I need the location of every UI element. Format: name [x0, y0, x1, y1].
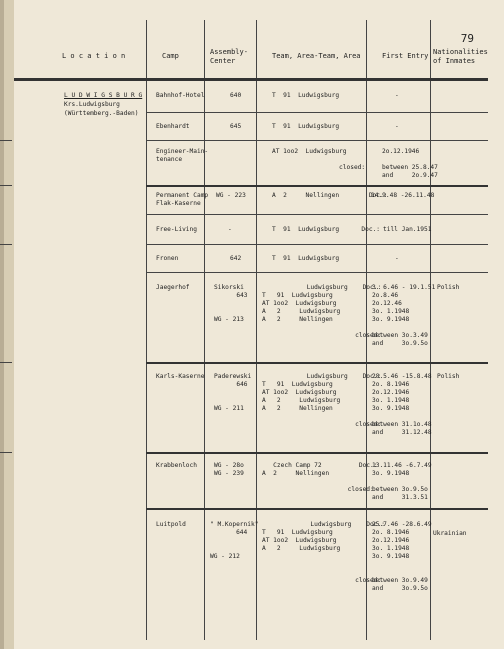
margin-rule [0, 362, 12, 363]
camp-name: Bahnhof-Hotel [156, 92, 205, 99]
first-entry: 2o.12.1946 between 25.8.47 and 2o.9.47 [382, 148, 438, 179]
header-location: L o c a t i o n [62, 52, 126, 60]
header-first-entry: First Entry [382, 52, 429, 60]
margin-rule [0, 452, 12, 453]
team-area: Ludwigsburg Doc.: T 91 Ludwigsburg AT 1oo2 Ludwigsburg A 2 Ludwigsburg A 2 Nellingen closed: [262, 373, 382, 428]
camp-name: Engineer-Main- tenance [156, 148, 209, 163]
team-area: Ludwigsburg Doc.: T 91 Ludwigsburg AT 1oo2 Ludwigsburg A 2 Ludwigsburg A 2 Nellingen closed: [262, 284, 382, 339]
row-rule [146, 185, 488, 187]
row-rule [146, 452, 488, 454]
first-entry: 28.5.46 -15.8.48 2o. 8.1946 2o.12.1946 3o. 1.1948 3o. 9.1948 between 31.1o.48 and 31.12.48 [372, 373, 432, 436]
team-area: Ludwigsburg Doc.: T 91 Ludwigsburg AT 1oo2 Ludwigsburg A 2 Ludwigsburg closed: [262, 521, 385, 584]
team-area: T 91 Ludwigsburg [272, 255, 340, 262]
camp-name: Karls-Kaserne [156, 373, 205, 380]
team-area: AT 1oo2 Ludwigsburg closed: [272, 148, 366, 171]
margin-rule [0, 244, 12, 245]
column-rule [204, 20, 205, 640]
first-entry: 14.9.48 -26.11.48 [371, 192, 435, 199]
nationality: Ukrainian [433, 530, 467, 537]
assembly-center: 642 [230, 255, 242, 262]
first-entry: - [395, 255, 399, 262]
assembly-center: Paderewski 646 WG - 211 [214, 373, 252, 412]
first-entry: 13.11.46 -6.7.49 3o. 9.1948 between 3o.9.5o and 31.3.51 [372, 462, 432, 501]
team-area: T 91 Ludwigsburg [272, 92, 340, 99]
header-assembly-center: Assembly- Center [210, 48, 248, 65]
header-team: Team, Area-Team, Area [272, 52, 361, 60]
camp-name: Jaegerhof [156, 284, 190, 291]
row-rule [146, 362, 488, 364]
nationality: Polish [437, 373, 460, 380]
header-rule [14, 78, 488, 81]
location-kreis: Krs.Ludwigsburg [64, 101, 120, 108]
assembly-center: WG - 223 [216, 192, 246, 199]
first-entry: 25.7.46 -28.6.49 2o. 8.1946 2o.12.1946 3o. 1.1948 3o. 9.1948 between 3o.9.49 and 3o.9.5o [372, 521, 432, 592]
camp-name: Permanent Camp Flak-Kaserne [156, 192, 209, 207]
row-rule [146, 140, 488, 141]
margin-rule [0, 140, 12, 141]
assembly-center: 640 [230, 92, 242, 99]
page-edge [0, 0, 4, 649]
column-rule [146, 20, 147, 640]
camp-name: Fronen [156, 255, 179, 262]
row-rule [146, 244, 488, 245]
first-entry: - [395, 123, 399, 130]
header-camp: Camp [162, 52, 179, 60]
header-nationalities: Nationalities of Inmates [433, 48, 488, 65]
camp-name: Luitpold [156, 521, 186, 528]
assembly-center: 645 [230, 123, 242, 130]
row-rule [146, 272, 488, 273]
page-number: 79 [460, 32, 474, 45]
assembly-center: " M.Kopernik" 644 WG - 212 [210, 521, 259, 560]
assembly-center: - [228, 226, 232, 233]
location-name: L U D W I G S B U R G [64, 92, 143, 99]
first-entry: - [395, 92, 399, 99]
row-rule [146, 112, 488, 113]
margin-rule [0, 185, 12, 186]
team-area: T 91 Ludwigsburg Doc.: [272, 226, 381, 233]
camp-name: Krabbenloch [156, 462, 197, 469]
first-entry: 3. 6.46 - 19.1.51 2o.8.46 2o.12.46 3o. 1.1948 3o. 9.1948 between 3o.3.49 and 3o.9.5o [372, 284, 436, 347]
team-area: Czech Camp 72 Doc.: A 2 Nellingen closed: [262, 462, 378, 493]
team-area: A 2 Nellingen Doc.: [272, 192, 388, 199]
nationality: Polish [437, 284, 460, 291]
first-entry: till Jan.1951 [383, 226, 432, 233]
camp-name: Ebenhardt [156, 123, 190, 130]
location-land: (Württemberg.-Baden) [64, 110, 139, 117]
assembly-center: WG - 28o WG - 239 [214, 462, 244, 477]
row-rule [146, 508, 488, 510]
team-area: T 91 Ludwigsburg [272, 123, 340, 130]
row-rule [146, 214, 488, 215]
assembly-center: Sikorski 643 WG - 213 [214, 284, 248, 323]
camp-name: Free-Living [156, 226, 197, 233]
